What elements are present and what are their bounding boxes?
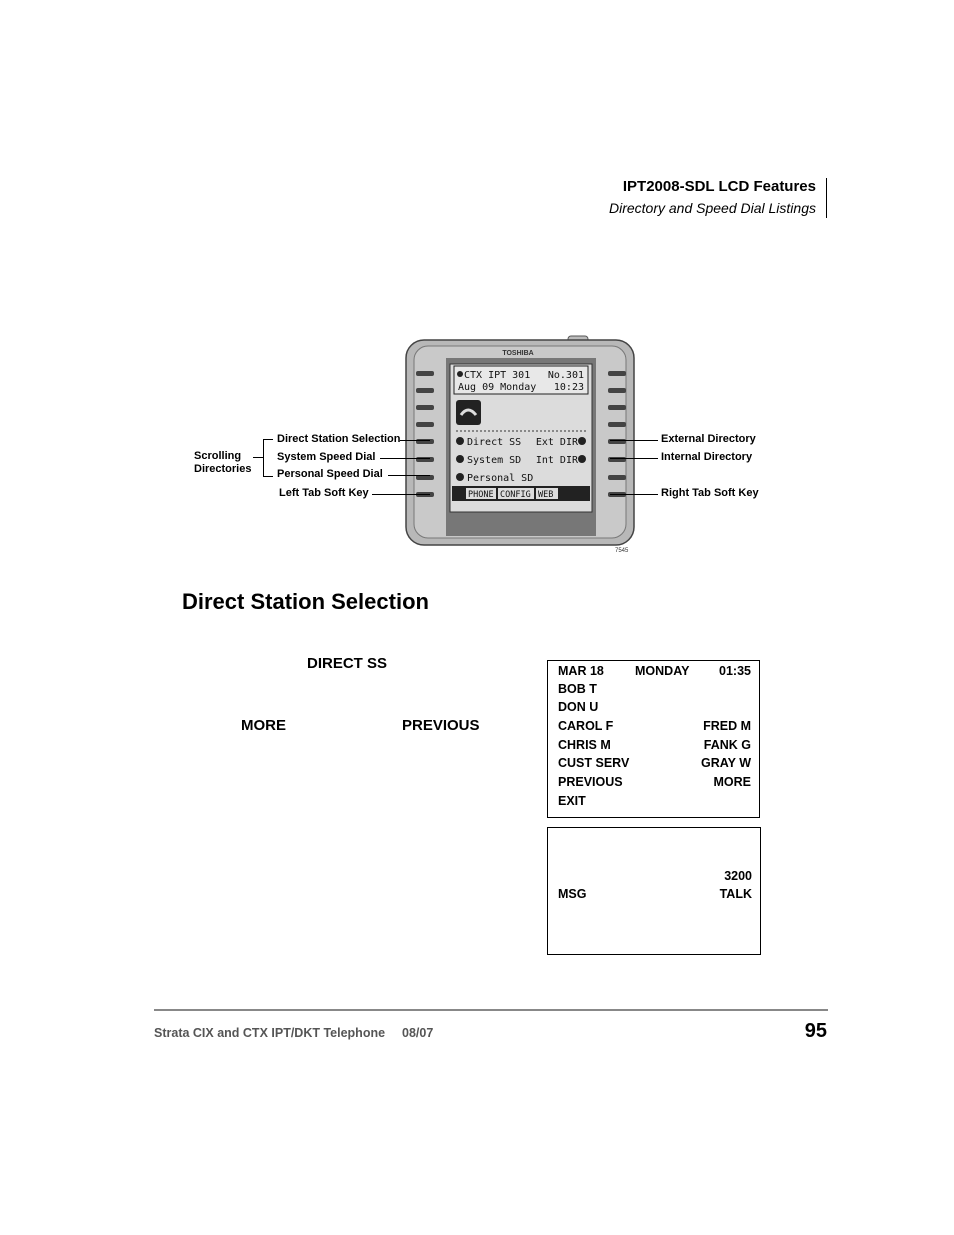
screen-row2-left: System SD (467, 455, 522, 466)
lcd-row: PREVIOUS MORE (558, 775, 751, 789)
callout-personal-speed: Personal Speed Dial (277, 468, 383, 480)
lcd-display-idle (547, 827, 761, 955)
header-rule (826, 178, 827, 218)
page-number: 95 (804, 1020, 827, 1042)
bracket-line (263, 439, 264, 476)
callout-system-speed: System Speed Dial (277, 451, 376, 463)
leader-line (380, 458, 430, 459)
lcd-row: CHRIS M FANK G (558, 738, 751, 752)
figure-number: 7545 (615, 548, 629, 554)
page-header-subtitle: Directory and Speed Dial Listings (609, 200, 816, 216)
callout-direct-station: Direct Station Selection (277, 433, 401, 445)
leader-line (610, 494, 658, 495)
arrow-right-icon (578, 455, 586, 463)
keyword-direct-ss: DIRECT SS (307, 655, 388, 672)
handset-icon (456, 400, 481, 425)
callout-external: External Directory (661, 433, 756, 445)
arrow-left-icon (456, 455, 464, 463)
screen-row1-left: Direct SS (467, 437, 522, 448)
bracket-bottom (263, 476, 273, 477)
callout-right-tab: Right Tab Soft Key (661, 487, 759, 499)
section-title: Direct Station Selection (182, 589, 429, 614)
arrow-left-icon (456, 437, 464, 445)
page-header-title: IPT2008-SDL LCD Features (622, 178, 816, 195)
leader-line (388, 475, 430, 476)
screen-row3-left: Personal SD (467, 473, 534, 484)
leader-line (372, 494, 430, 495)
brand-label: TOSHIBA (502, 350, 534, 357)
footer-title: Strata CIX and CTX IPT/DKT Telephone (154, 1026, 386, 1040)
screen-line2-left: Aug 09 Monday (458, 382, 537, 393)
arrow-left-icon (456, 473, 464, 481)
tab-phone: PHONE (468, 490, 494, 500)
footer-rule (154, 1009, 828, 1011)
lcd-row: CUST SERV GRAY W (558, 756, 751, 770)
person-icon (457, 371, 463, 377)
tab-config: CONFIG (500, 490, 531, 500)
screen-line2-right: 10:23 (553, 382, 584, 393)
keyword-previous: PREVIOUS (402, 717, 480, 734)
arrow-right-icon (578, 437, 586, 445)
screen-line1-right: No.301 (547, 370, 584, 381)
lcd-row: EXIT (558, 794, 586, 808)
lcd-row: 3200 (724, 869, 752, 883)
lcd-row: BOB T (558, 682, 597, 696)
keyword-more: MORE (241, 717, 286, 734)
lcd-display-directory (547, 660, 760, 818)
screen-row2-right: Int DIR (535, 455, 578, 466)
callout-internal: Internal Directory (661, 451, 753, 463)
leader-line (400, 440, 430, 441)
leader-line (610, 458, 658, 459)
lcd-row: CAROL F FRED M (558, 719, 751, 733)
tab-web: WEB (538, 490, 554, 500)
lcd-row: DON U (558, 700, 599, 714)
bracket-top (263, 439, 273, 440)
lcd-row: MSG TALK (558, 887, 752, 901)
screen-line1-left: CTX IPT 301 (464, 370, 531, 381)
callout-scrolling-directories: Scrolling Directories (194, 450, 252, 475)
footer-date: 08/07 (402, 1026, 434, 1040)
screen-row1-right: Ext DIR (535, 437, 578, 448)
bracket-mid (253, 457, 263, 458)
callout-left-tab: Left Tab Soft Key (279, 487, 369, 499)
lcd-row: MAR 18 MONDAY 01:35 (558, 664, 751, 678)
phone-figure (400, 330, 640, 550)
leader-line (610, 440, 658, 441)
